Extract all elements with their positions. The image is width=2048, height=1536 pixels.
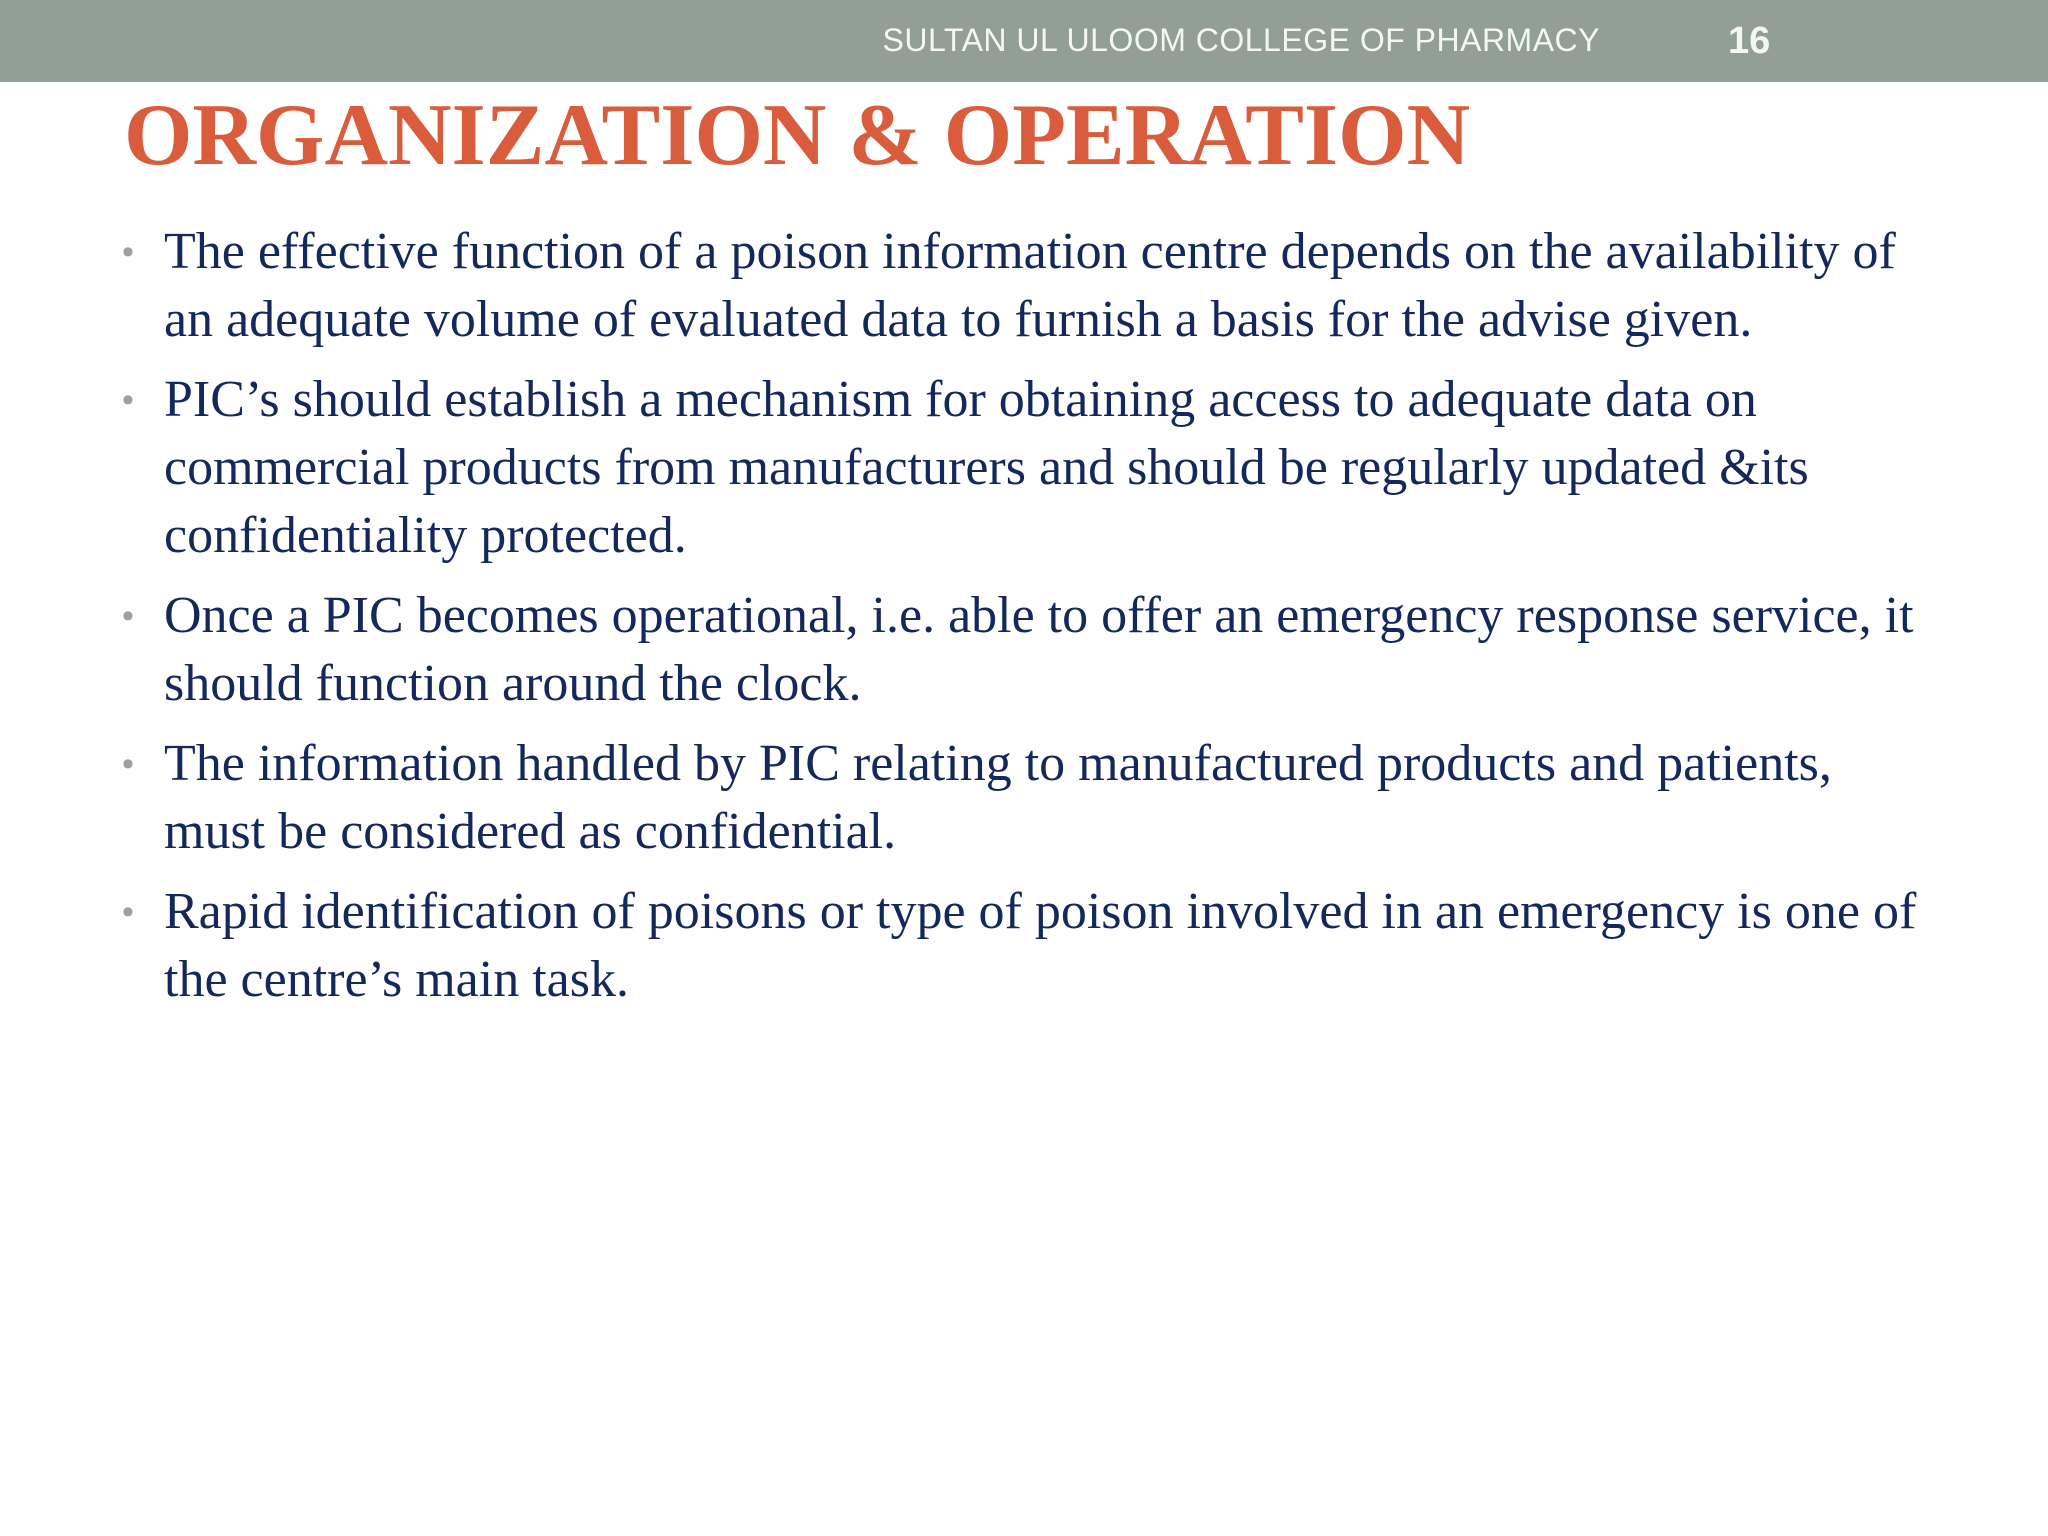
bullet-text: The effective function of a poison information centre depends on the availability of an adequate volume of evaluated data to furnish a basis for the advise given. [164,223,1896,348]
college-name: SULTAN UL ULOOM COLLEGE OF PHARMACY [882,22,1600,58]
bullet-item [122,218,1942,354]
slide-title: ORGANIZATION & OPERATION [124,87,1471,184]
bullet-icon: • [122,233,134,271]
bullet-icon: • [122,745,134,783]
bullet-icon: • [122,381,134,419]
bullet-text: Once a PIC becomes operational, i.e. able to offer an emergency response service, it should function around the clock. [164,587,1914,712]
bullet-item [122,582,1942,718]
bullet-item [122,878,1942,1014]
bullet-icon: • [122,893,134,931]
bullet-text: Rapid identification of poisons or type of poison involved in an emergency is one of the centre’s main task. [164,883,1917,1008]
bullet-list [122,218,1942,1026]
bullet-item [122,366,1942,570]
bullet-text: The information handled by PIC relating to manufactured products and patients, must be considered as confidential. [164,735,1832,860]
header-bar [0,0,2048,82]
bullet-text: PIC’s should establish a mechanism for obtaining access to adequate data on commercial products from manufacturers and should be regularly updated &its confidentiality protected. [164,371,1809,564]
slide-number: 16 [1728,20,1771,62]
bullet-icon: • [122,597,134,635]
bullet-item [122,730,1942,866]
